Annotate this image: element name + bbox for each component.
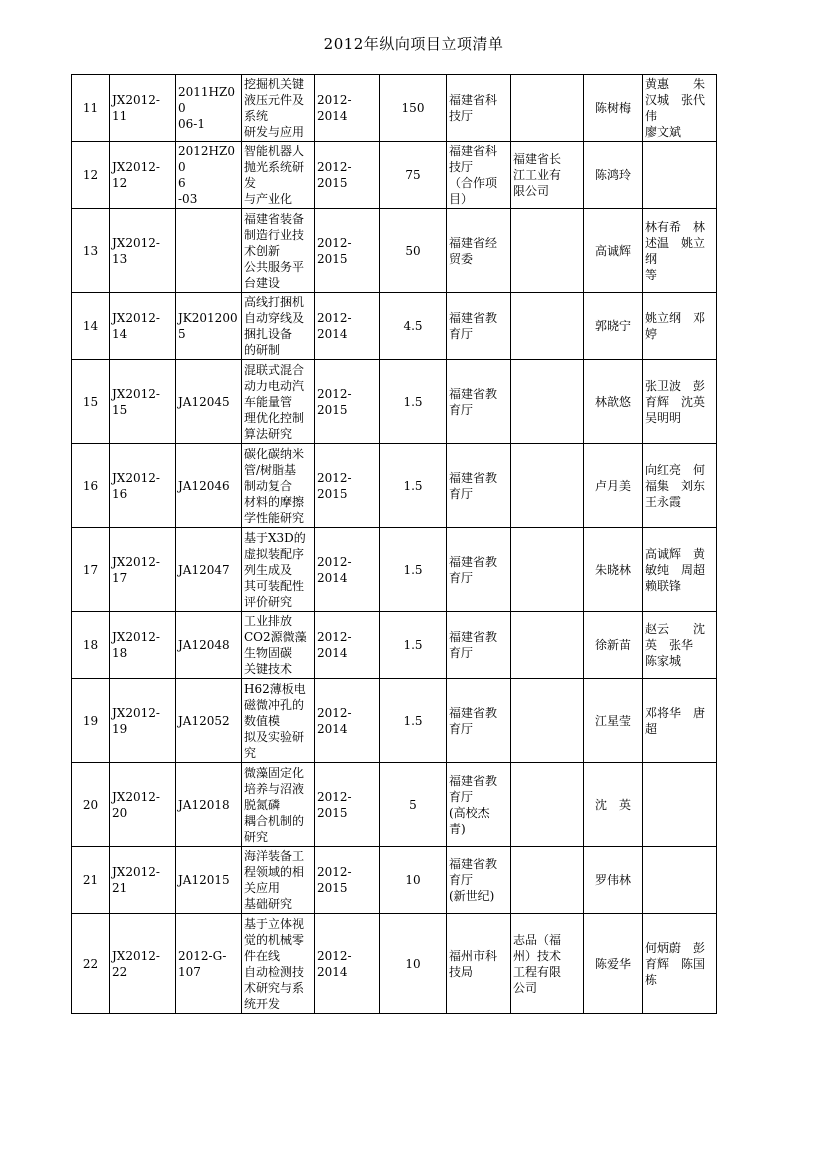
row-index-cell — [72, 679, 110, 763]
project-period-cell — [315, 360, 380, 444]
table-row — [72, 847, 717, 914]
row-index-text: 20 — [82, 797, 99, 812]
project-name-text: 基于X3D的 虚拟装配序 列生成及 其可装配性 评价研究 — [244, 530, 306, 609]
project-table — [71, 74, 717, 1014]
table-row — [72, 209, 717, 293]
table-row — [72, 75, 717, 142]
row-index-cell — [72, 847, 110, 914]
project-number-text: JX2012- 20 — [112, 789, 160, 820]
project-code-text: JA12048 — [178, 638, 230, 652]
team-members-cell — [643, 528, 717, 612]
team-members-text: 高诚辉 黄 敏纯 周超 赖联锋 — [645, 546, 706, 593]
project-period-cell — [315, 528, 380, 612]
project-name-text: H62薄板电 磁微冲孔的 数值模 拟及实验研 究 — [244, 681, 306, 760]
project-number-text: JX2012- 14 — [112, 311, 160, 341]
project-period-cell — [315, 763, 380, 847]
funding-source-cell — [447, 444, 511, 528]
funding-amount-text: 10 — [405, 873, 421, 887]
team-members-cell — [643, 444, 717, 528]
funding-source-text: 福建省科 技厅 （合作项 目） — [449, 144, 498, 206]
project-period-cell — [315, 293, 380, 360]
team-members-cell — [643, 360, 717, 444]
project-name-text: 微藻固定化 培养与沼液 脱氮磷 耦合机制的 研究 — [244, 765, 305, 844]
project-name-cell — [242, 209, 315, 293]
row-index-cell — [72, 293, 110, 360]
row-index-text: 11 — [82, 101, 99, 115]
project-number-cell — [110, 528, 176, 612]
project-name-cell — [242, 679, 315, 763]
table-body — [72, 75, 717, 1014]
project-name-text: 高线打捆机 自动穿线及 捆扎设备 的研制 — [244, 295, 305, 357]
project-number-text: JX2012- 16 — [112, 470, 160, 501]
partner-unit-cell — [511, 914, 584, 1014]
project-code-text: JA12046 — [178, 478, 230, 493]
project-leader-text: 陈鸿玲 — [594, 168, 631, 182]
project-number-text: JX2012- 15 — [112, 386, 160, 417]
project-period-cell — [315, 847, 380, 914]
project-leader-cell — [584, 209, 643, 293]
project-code-text: JA12015 — [178, 873, 230, 887]
table-row — [72, 293, 717, 360]
funding-amount-text: 1.5 — [403, 713, 423, 728]
team-members-cell — [643, 75, 717, 142]
row-index-text: 22 — [82, 956, 99, 971]
team-members-cell — [643, 847, 717, 914]
funding-amount-text: 150 — [401, 101, 425, 115]
row-index-text: 15 — [82, 394, 99, 409]
partner-unit-cell — [511, 444, 584, 528]
funding-amount-text: 1.5 — [403, 562, 423, 577]
project-code-cell — [176, 360, 242, 444]
partner-unit-cell — [511, 142, 584, 209]
funding-amount-cell — [380, 763, 447, 847]
project-leader-cell — [584, 914, 643, 1014]
funding-amount-cell — [380, 847, 447, 914]
team-members-text: 向红亮 何 福集 刘东 王永霞 — [645, 462, 706, 509]
funding-source-cell — [447, 679, 511, 763]
project-code-cell — [176, 142, 242, 209]
project-leader-cell — [584, 679, 643, 763]
row-index-cell — [72, 914, 110, 1014]
row-index-text: 17 — [82, 562, 99, 577]
funding-source-cell — [447, 914, 511, 1014]
funding-source-cell — [447, 293, 511, 360]
project-number-text: JX2012- 21 — [112, 865, 160, 895]
funding-source-cell — [447, 763, 511, 847]
project-code-cell — [176, 444, 242, 528]
row-index-cell — [72, 444, 110, 528]
project-period-text: 2012- 2014 — [317, 705, 352, 736]
team-members-cell — [643, 763, 717, 847]
project-period-text: 2012- 2015 — [317, 865, 352, 895]
project-leader-cell — [584, 142, 643, 209]
project-number-cell — [110, 612, 176, 679]
funding-amount-text: 1.5 — [403, 394, 423, 409]
partner-unit-cell — [511, 679, 584, 763]
project-code-cell — [176, 679, 242, 763]
project-name-cell — [242, 142, 315, 209]
project-code-text: 2012HZ00 6 -03 — [178, 144, 235, 206]
partner-unit-text: 志品（福 州）技术 工程有限 公司 — [513, 932, 562, 995]
funding-amount-cell — [380, 528, 447, 612]
project-code-text: JA12045 — [178, 394, 230, 409]
funding-amount-text: 75 — [405, 168, 421, 182]
project-number-text: JX2012- 12 — [112, 160, 160, 190]
project-leader-text: 林歆悠 — [594, 394, 631, 409]
project-name-text: 福建省装备 制造行业技 术创新 公共服务平 台建设 — [244, 211, 305, 290]
funding-amount-text: 5 — [409, 797, 417, 812]
project-code-cell — [176, 612, 242, 679]
table-row — [72, 528, 717, 612]
project-code-text: 2012-G- 107 — [178, 948, 227, 979]
project-number-text: JX2012- 11 — [112, 93, 160, 123]
funding-amount-cell — [380, 209, 447, 293]
partner-unit-text: 福建省长 江工业有 限公司 — [513, 152, 562, 198]
project-leader-text: 卢月美 — [594, 478, 631, 493]
project-code-cell — [176, 528, 242, 612]
funding-amount-cell — [380, 75, 447, 142]
team-members-text: 何炳蔚 彭 育辉 陈国 栋 — [645, 940, 706, 987]
project-name-text: 海洋装备工 程领域的相 关应用 基础研究 — [244, 849, 305, 911]
team-members-text: 林有希 林 述温 姚立 纲 等 — [645, 219, 706, 282]
funding-source-text: 福建省教 育厅 (新世纪) — [449, 857, 498, 903]
partner-unit-cell — [511, 528, 584, 612]
table-row — [72, 914, 717, 1014]
partner-unit-cell — [511, 209, 584, 293]
project-period-cell — [315, 142, 380, 209]
project-period-text: 2012- 2014 — [317, 630, 352, 660]
team-members-text: 邓将华 唐 超 — [645, 705, 706, 736]
funding-amount-cell — [380, 142, 447, 209]
team-members-cell — [643, 293, 717, 360]
table-row — [72, 142, 717, 209]
partner-unit-cell — [511, 847, 584, 914]
project-name-cell — [242, 444, 315, 528]
project-period-cell — [315, 75, 380, 142]
funding-amount-cell — [380, 293, 447, 360]
funding-source-cell — [447, 209, 511, 293]
project-code-cell — [176, 847, 242, 914]
funding-amount-text: 4.5 — [403, 319, 423, 333]
project-leader-text: 郭晓宁 — [594, 319, 631, 333]
row-index-cell — [72, 528, 110, 612]
row-index-cell — [72, 75, 110, 142]
project-name-cell — [242, 763, 315, 847]
row-index-text: 16 — [82, 478, 99, 493]
project-code-cell — [176, 293, 242, 360]
project-number-cell — [110, 679, 176, 763]
team-members-cell — [643, 612, 717, 679]
funding-amount-text: 1.5 — [403, 638, 423, 652]
project-period-text: 2012- 2014 — [317, 948, 352, 979]
project-code-text: JA12047 — [178, 562, 230, 577]
project-number-cell — [110, 293, 176, 360]
project-period-text: 2012- 2014 — [317, 93, 352, 123]
row-index-cell — [72, 763, 110, 847]
project-code-cell — [176, 914, 242, 1014]
funding-amount-cell — [380, 679, 447, 763]
funding-amount-cell — [380, 612, 447, 679]
funding-source-text: 福建省教 育厅 — [449, 554, 498, 585]
project-number-cell — [110, 209, 176, 293]
funding-source-cell — [447, 142, 511, 209]
row-index-text: 19 — [82, 713, 99, 728]
project-leader-cell — [584, 75, 643, 142]
team-members-text: 张卫波 彭 育辉 沈英 吴明明 — [645, 378, 706, 425]
project-leader-text: 陈爱华 — [594, 956, 631, 971]
project-leader-text: 罗伟林 — [594, 873, 631, 887]
row-index-text: 18 — [82, 638, 99, 652]
partner-unit-cell — [511, 763, 584, 847]
project-leader-cell — [584, 528, 643, 612]
project-leader-text: 高诚辉 — [594, 243, 631, 258]
project-number-text: JX2012- 17 — [112, 554, 160, 585]
project-name-text: 挖掘机关键 液压元件及 系统 研发与应用 — [244, 77, 305, 139]
funding-amount-cell — [380, 444, 447, 528]
team-members-text: 姚立纲 邓 婷 — [645, 311, 706, 341]
partner-unit-cell — [511, 612, 584, 679]
project-number-text: JX2012- 19 — [112, 705, 160, 736]
partner-unit-cell — [511, 293, 584, 360]
project-period-cell — [315, 612, 380, 679]
funding-source-text: 福建省教 育厅 — [449, 705, 498, 736]
funding-source-text: 福建省教 育厅 — [449, 386, 498, 417]
project-leader-cell — [584, 444, 643, 528]
project-number-cell — [110, 360, 176, 444]
project-period-cell — [315, 679, 380, 763]
project-name-text: 工业排放 CO2源微藻 生物固碳 关键技术 — [244, 614, 307, 676]
row-index-text: 14 — [82, 319, 99, 333]
row-index-text: 13 — [82, 243, 99, 258]
project-number-cell — [110, 142, 176, 209]
project-leader-cell — [584, 612, 643, 679]
project-number-cell — [110, 75, 176, 142]
team-members-text: 黄惠 朱 汉城 张代 伟 廖文斌 — [645, 77, 706, 139]
project-number-cell — [110, 763, 176, 847]
project-number-cell — [110, 847, 176, 914]
funding-source-cell — [447, 360, 511, 444]
page-title: 2012年纵向项目立项清单 — [323, 35, 504, 53]
project-code-cell — [176, 763, 242, 847]
table-row — [72, 763, 717, 847]
project-code-text: 2011HZ00 06-1 — [178, 85, 235, 131]
funding-source-cell — [447, 528, 511, 612]
partner-unit-cell — [511, 360, 584, 444]
project-period-text: 2012- 2015 — [317, 470, 352, 501]
project-leader-text: 沈 英 — [594, 797, 631, 812]
funding-amount-text: 10 — [405, 956, 421, 971]
funding-source-cell — [447, 75, 511, 142]
project-code-text: JA12052 — [178, 713, 230, 728]
project-number-text: JX2012- 18 — [112, 630, 160, 660]
project-number-text: JX2012- 22 — [112, 948, 160, 979]
funding-source-text: 福建省经 贸委 — [449, 235, 498, 266]
project-period-cell — [315, 444, 380, 528]
row-index-cell — [72, 209, 110, 293]
funding-source-text: 福建省教 育厅 — [449, 311, 498, 341]
funding-source-text: 福建省教 育厅 (高校杰 青) — [449, 773, 498, 836]
project-code-cell — [176, 209, 242, 293]
project-name-cell — [242, 847, 315, 914]
project-name-text: 基于立体视 觉的机械零 件在线 自动检测技 术研究与系 统开发 — [244, 916, 305, 1011]
project-leader-cell — [584, 763, 643, 847]
team-members-cell — [643, 209, 717, 293]
project-leader-cell — [584, 293, 643, 360]
project-period-cell — [315, 209, 380, 293]
team-members-text: 赵云 沈 英 张华 陈家城 — [645, 622, 706, 668]
project-leader-cell — [584, 847, 643, 914]
project-number-cell — [110, 444, 176, 528]
funding-amount-text: 1.5 — [403, 478, 423, 493]
project-leader-text: 徐新苗 — [594, 638, 631, 652]
row-index-cell — [72, 142, 110, 209]
project-name-text: 碳化碳纳米 管/树脂基 制动复合 材料的摩擦 学性能研究 — [244, 446, 305, 525]
project-period-cell — [315, 914, 380, 1014]
table-row — [72, 679, 717, 763]
project-name-cell — [242, 293, 315, 360]
project-number-text: JX2012- 13 — [112, 235, 160, 266]
project-period-text: 2012- 2014 — [317, 554, 352, 585]
team-members-cell — [643, 914, 717, 1014]
project-name-cell — [242, 360, 315, 444]
row-index-cell — [72, 360, 110, 444]
team-members-cell — [643, 679, 717, 763]
funding-source-text: 福建省教 育厅 — [449, 630, 498, 660]
project-leader-text: 朱晓林 — [594, 562, 631, 577]
table-row — [72, 360, 717, 444]
project-name-cell — [242, 75, 315, 142]
project-leader-text: 陈树梅 — [594, 101, 631, 115]
project-leader-text: 江星莹 — [594, 713, 631, 728]
team-members-cell — [643, 142, 717, 209]
row-index-cell — [72, 612, 110, 679]
project-period-text: 2012- 2015 — [317, 789, 352, 820]
project-period-text: 2012- 2014 — [317, 311, 352, 341]
funding-amount-cell — [380, 360, 447, 444]
project-name-cell — [242, 612, 315, 679]
funding-source-cell — [447, 847, 511, 914]
project-name-text: 混联式混合 动力电动汽 车能量管 理优化控制 算法研究 — [244, 362, 305, 441]
funding-amount-cell — [380, 914, 447, 1014]
project-period-text: 2012- 2015 — [317, 235, 352, 266]
project-period-text: 2012- 2015 — [317, 386, 352, 417]
funding-source-text: 福州市科 技局 — [449, 948, 498, 979]
project-period-text: 2012- 2015 — [317, 160, 352, 190]
project-code-cell — [176, 75, 242, 142]
project-leader-cell — [584, 360, 643, 444]
funding-amount-text: 50 — [405, 243, 421, 258]
funding-source-text: 福建省教 育厅 — [449, 470, 498, 501]
table-row — [72, 612, 717, 679]
row-index-text: 12 — [82, 168, 99, 182]
partner-unit-cell — [511, 75, 584, 142]
project-code-text: JK201200 5 — [178, 311, 238, 341]
table-row — [72, 444, 717, 528]
funding-source-text: 福建省科 技厅 — [449, 93, 498, 123]
project-name-cell — [242, 528, 315, 612]
project-name-cell — [242, 914, 315, 1014]
row-index-text: 21 — [82, 873, 99, 887]
project-name-text: 智能机器人 抛光系统研 发 与产业化 — [244, 144, 305, 206]
funding-source-cell — [447, 612, 511, 679]
project-number-cell — [110, 914, 176, 1014]
project-code-text: JA12018 — [178, 797, 230, 812]
